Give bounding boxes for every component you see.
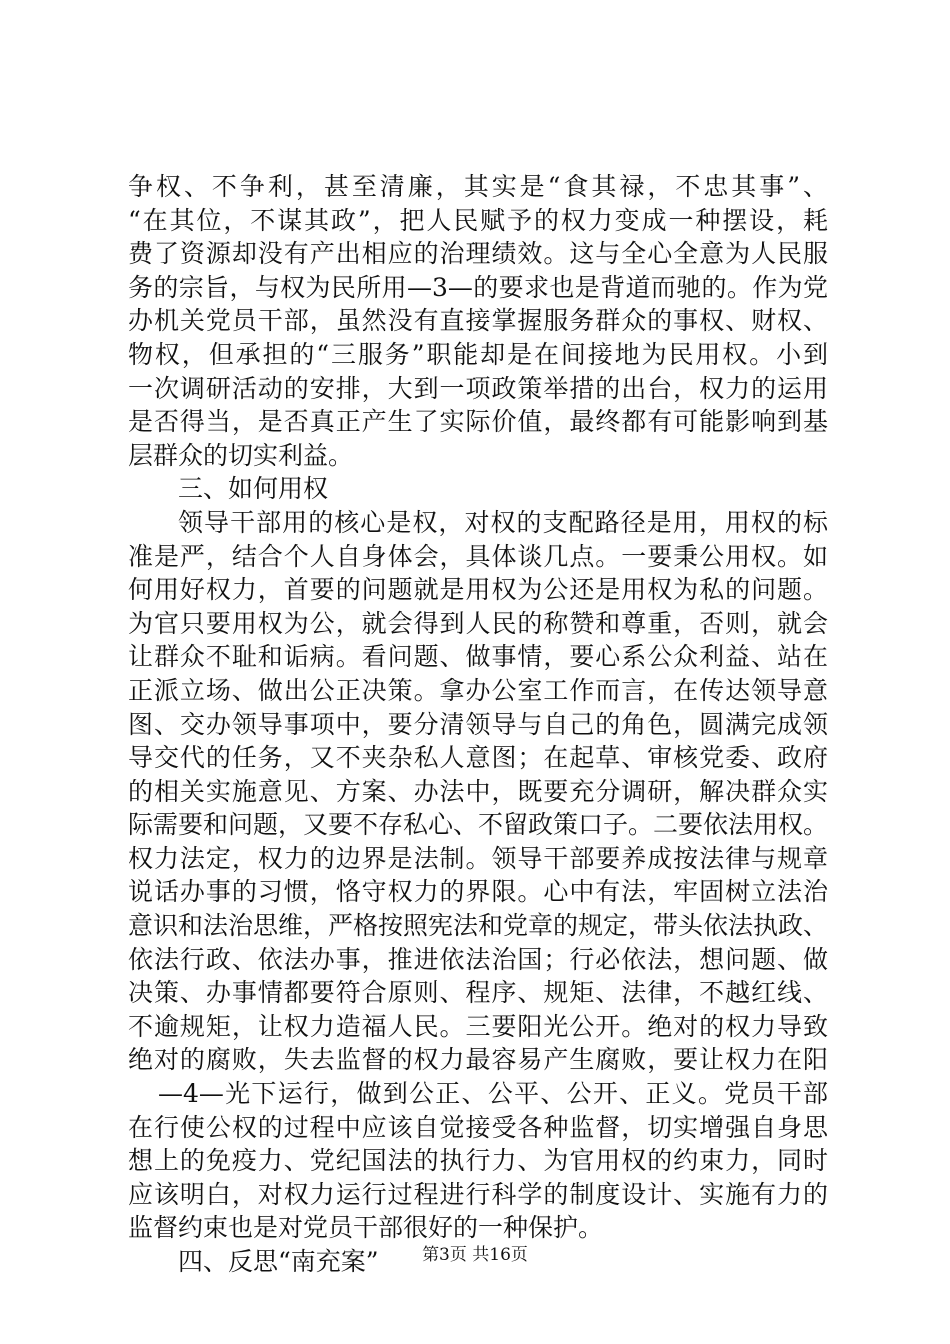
text-line: 争权、不争利，甚至清廉，其实是“食其禄，不忠其事”、 [128, 172, 828, 201]
text-line: 物权，但承担的“三服务”职能却是在间接地为民用权。小到 [128, 339, 828, 369]
page-footer: 第3页 共16页 [422, 1245, 528, 1265]
text-line: “在其位，不谋其政”，把人民赋予的权力变成一种摆设，耗 [128, 205, 828, 235]
text-line: 想上的免疫力、党纪国法的执行力、为官用权的约束力，同时 [128, 1146, 828, 1176]
text-line: —4—光下运行，做到公正、公平、公开、正义。党员干部 [158, 1079, 828, 1109]
text-line: 意识和法治思维，严格按照宪法和党章的规定，带头依法执政、 [128, 911, 828, 941]
text-line: 权力法定，权力的边界是法制。领导干部要养成按法律与规章 [128, 843, 828, 873]
text-line: 一次调研活动的安排，大到一项政策举措的出台，权力的运用 [128, 373, 828, 403]
text-line: 的相关实施意见、方案、办法中，既要充分调研，解决群众实 [128, 776, 828, 806]
text-line: 正派立场、做出公正决策。拿办公室工作而言，在传达领导意 [128, 675, 828, 705]
text-line: 监督约束也是对党员干部很好的一种保护。 [128, 1213, 604, 1243]
text-line: 在行使公权的过程中应该自觉接受各种监督，切实增强自身思 [128, 1112, 828, 1142]
body-text [128, 170, 828, 1279]
text-line: 让群众不耻和诟病。看问题、做事情，要心系公众利益、站在 [128, 642, 828, 672]
text-line: 务的宗旨，与权为民所用—3—的要求也是背道而驰的。作为党 [128, 272, 828, 302]
text-line: 依法行政、依法办事，推进依法治国；行必依法，想问题、做 [128, 944, 828, 974]
section-heading: 四、反思“南充案” [178, 1247, 379, 1276]
text-line: 导交代的任务，又不夹杂私人意图；在起草、审核党委、政府 [128, 743, 828, 773]
section-heading: 三、如何用权 [178, 474, 329, 504]
text-line: 领导干部用的核心是权，对权的支配路径是用，用权的标 [178, 507, 828, 537]
text-line: 为官只要用权为公，就会得到人民的称赞和尊重，否则，就会 [128, 608, 828, 638]
text-line: 是否得当，是否真正产生了实际价值，最终都有可能影响到基 [128, 407, 828, 437]
text-line: 应该明白，对权力运行过程进行科学的制度设计、实施有力的 [128, 1179, 828, 1209]
text-line: 不逾规矩，让权力造福人民。三要阳光公开。绝对的权力导致 [128, 1011, 828, 1041]
text-line: 何用好权力，首要的问题就是用权为公还是用权为私的问题。 [128, 575, 828, 605]
text-line: 际需要和问题，又要不存私心、不留政策口子。二要依法用权。 [128, 810, 828, 840]
text-line: 绝对的腐败，失去监督的权力最容易产生腐败，要让权力在阳 [128, 1045, 828, 1075]
text-line: 图、交办领导事项中，要分清领导与自己的角色，圆满完成领 [128, 709, 828, 739]
text-line: 决策、办事情都要符合原则、程序、规矩、法律，不越红线、 [128, 978, 828, 1008]
text-line: 准是严，结合个人自身体会，具体谈几点。一要秉公用权。如 [128, 541, 828, 571]
text-line: 说话办事的习惯，恪守权力的界限。心中有法，牢固树立法治 [128, 877, 828, 907]
text-line: 费了资源却没有产出相应的治理绩效。这与全心全意为人民服 [128, 239, 828, 269]
text-line: 层群众的切实利益。 [128, 440, 354, 470]
text-line: 办机关党员干部，虽然没有直接掌握服务群众的事权、财权、 [128, 306, 828, 336]
